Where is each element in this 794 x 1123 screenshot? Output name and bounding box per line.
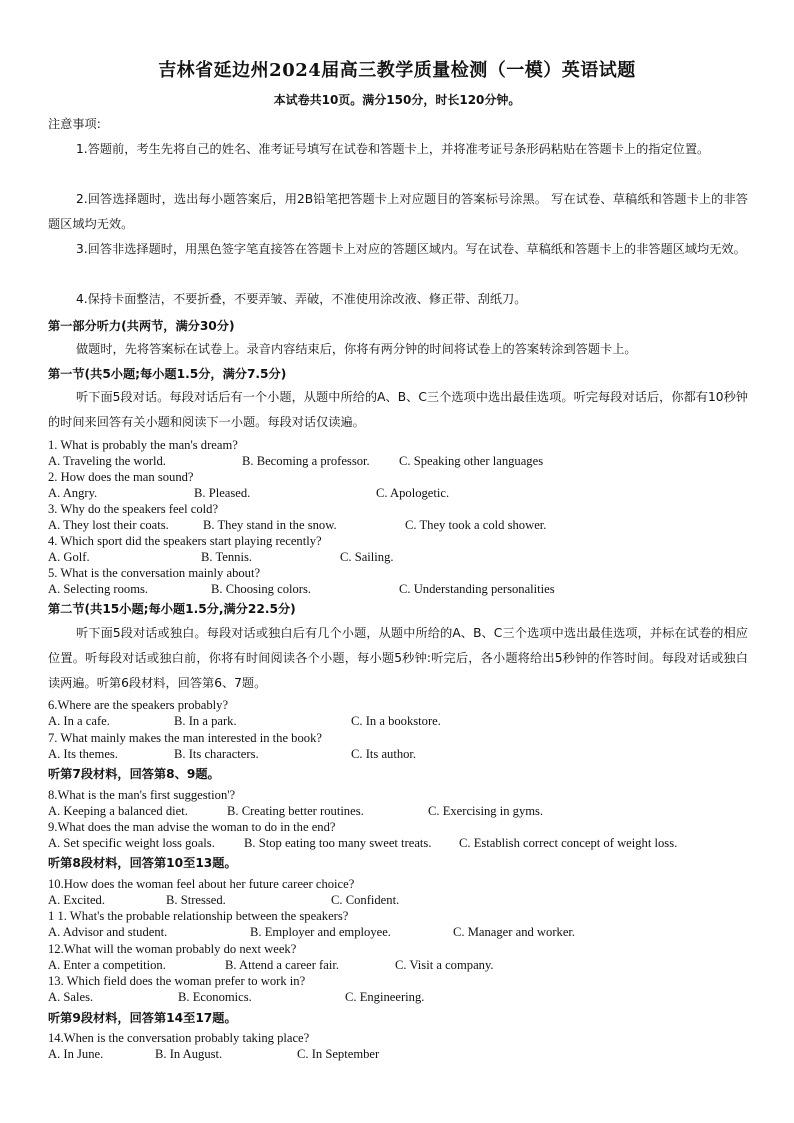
option-b: B. Its characters. [174, 747, 259, 761]
notice-item: 3.回答非选择题时，用黑色签字笔直接答在答题卡上对应的答题区域内。写在试卷、草稿纸和答题卡上的非答题区域均无效。 [76, 242, 746, 256]
question-text: 12.What will the woman probably do next week? [48, 942, 297, 956]
option-a: A. Sales. [48, 990, 94, 1004]
option-b: B. Employer and employee. [250, 925, 391, 939]
option-a: A. Traveling the world. [48, 454, 166, 468]
option-c: C. Manager and worker. [453, 925, 576, 939]
option-b: B. In August. [155, 1047, 223, 1061]
part-intro: 做题时，先将答案标在试卷上。录音内容结束后，你将有两分钟的时间将试卷上的答案转涂到答题卡上。 [76, 342, 637, 356]
option-b: B. In a park. [174, 714, 237, 728]
option-a: A. In a cafe. [48, 714, 110, 728]
options-row [48, 549, 768, 565]
question-text: 10.How does the woman feel about her future career choice? [48, 877, 355, 891]
page-title: 吉林省延边州2024届高三教学质量检测（一模）英语试题 [158, 60, 636, 81]
options-row [48, 835, 768, 851]
question-text: 5. What is the conversation mainly about? [48, 566, 261, 580]
part-heading: 第一部分听力(共两节，满分30分) [48, 319, 235, 333]
question-text: 1. What is probably the man's dream? [48, 438, 238, 452]
material-label: 听第7段材料，回答第8、9题。 [48, 767, 220, 781]
notice-item: 2.回答选择题时，选出每小题答案后，用2B铅笔把答题卡上对应题目的答案标号涂黑。 写在试卷、草稿纸和答题卡上的非答题区域均无效。 [48, 192, 748, 231]
options-row [48, 746, 768, 762]
option-a: A. Selecting rooms. [48, 582, 149, 596]
material-label: 听第8段材料，回答第10至13题。 [48, 856, 237, 870]
option-c: C. In September [297, 1047, 380, 1061]
options-row [48, 803, 768, 819]
option-c: C. Establish correct concept of weight loss. [459, 836, 678, 850]
option-c: C. Sailing. [340, 550, 394, 564]
option-b: B. Becoming a professor. [242, 454, 370, 468]
option-c: C. Understanding personalities [399, 582, 555, 596]
options-row [48, 892, 768, 908]
options-row [48, 453, 768, 469]
question-text: 7. What mainly makes the man interested in the book? [48, 731, 322, 745]
option-c: C. Visit a company. [395, 958, 494, 972]
notice-heading: 注意事项: [48, 117, 101, 131]
option-a: A. Golf. [48, 550, 90, 564]
option-a: A. They lost their coats. [48, 518, 169, 532]
question-text: 1 1. What's the probable relationship between the speakers? [48, 909, 349, 923]
material-label: 听第9段材料，回答第14至17题。 [48, 1011, 237, 1025]
question-text: 9.What does the man advise the woman to do in the end? [48, 820, 336, 834]
option-c: C. They took a cold shower. [405, 518, 547, 532]
question-text: 8.What is the man's first suggestion'? [48, 788, 236, 802]
section-intro: 听下面5段对话或独白。每段对话或独白后有几个小题，从题中所给的A、B、C三个选项中选出最佳选项，并标在试卷的相应位置。听每段对话或独白前，你将有时间阅读各个小题，每小题5秒钟:听完后，各小题将给出5秒钟的作答时间。每段对话或独白读两遍。听第6段材料，回答第6、7题。 [48, 626, 748, 690]
option-a: A. Enter a competition. [48, 958, 166, 972]
options-row [48, 957, 768, 973]
notice-item: 1.答题前，考生先将自己的姓名、准考证号填写在试卷和答题卡上，并将准考证号条形码粘贴在答题卡上的指定位置。 [76, 142, 710, 156]
option-b: B. Pleased. [194, 486, 251, 500]
option-a: A. Advisor and student. [48, 925, 168, 939]
option-a: A. Angry. [48, 486, 98, 500]
option-c: C. Apologetic. [376, 486, 450, 500]
option-a: A. Keeping a balanced diet. [48, 804, 188, 818]
options-row [48, 581, 768, 597]
question-text: 2. How does the man sound? [48, 470, 194, 484]
options-row [48, 1046, 768, 1062]
question-text: 4. Which sport did the speakers start playing recently? [48, 534, 322, 548]
option-c: C. Exercising in gyms. [428, 804, 544, 818]
option-c: C. Engineering. [345, 990, 425, 1004]
option-b: B. Creating better routines. [227, 804, 364, 818]
option-a: A. In June. [48, 1047, 104, 1061]
section-intro: 听下面5段对话。每段对话后有一个小题，从题中所给的A、B、C三个选项中选出最佳选项。听完每段对话后，你都有10秒钟的时间来回答有关小题和阅读下一小题。每段对话仅读遍。 [48, 390, 748, 429]
question-text: 13. Which field does the woman prefer to work in? [48, 974, 306, 988]
notice-item: 4.保持卡面整洁，不要折叠，不要弄皱、弄破，不准使用涂改液、修正带、刮纸刀。 [76, 292, 527, 306]
option-a: A. Excited. [48, 893, 106, 907]
section-heading: 第二节(共15小题;每小题1.5分,满分22.5分) [48, 602, 296, 616]
option-b: B. Stop eating too many sweet treats. [244, 836, 432, 850]
option-b: B. Economics. [178, 990, 252, 1004]
option-c: C. Its author. [351, 747, 417, 761]
question-text: 14.When is the conversation probably taking place? [48, 1031, 310, 1045]
question-text: 6.Where are the speakers probably? [48, 698, 229, 712]
option-c: C. Speaking other languages [399, 454, 544, 468]
exam-info: 本试卷共10页。满分150分，时长120分钟。 [273, 93, 521, 107]
option-b: B. Choosing colors. [211, 582, 312, 596]
question-text: 3. Why do the speakers feel cold? [48, 502, 219, 516]
options-row [48, 924, 768, 940]
option-c: C. In a bookstore. [351, 714, 441, 728]
option-b: B. Attend a career fair. [225, 958, 339, 972]
options-row [48, 713, 768, 729]
options-row [48, 517, 768, 533]
options-row [48, 485, 768, 501]
option-b: B. Tennis. [201, 550, 253, 564]
section-heading: 第一节(共5小题;每小题1.5分，满分7.5分) [48, 367, 287, 381]
option-a: A. Its themes. [48, 747, 118, 761]
option-b: B. Stressed. [166, 893, 226, 907]
option-b: B. They stand in the snow. [203, 518, 337, 532]
options-row [48, 989, 768, 1005]
option-c: C. Confident. [331, 893, 400, 907]
option-a: A. Set specific weight loss goals. [48, 836, 215, 850]
